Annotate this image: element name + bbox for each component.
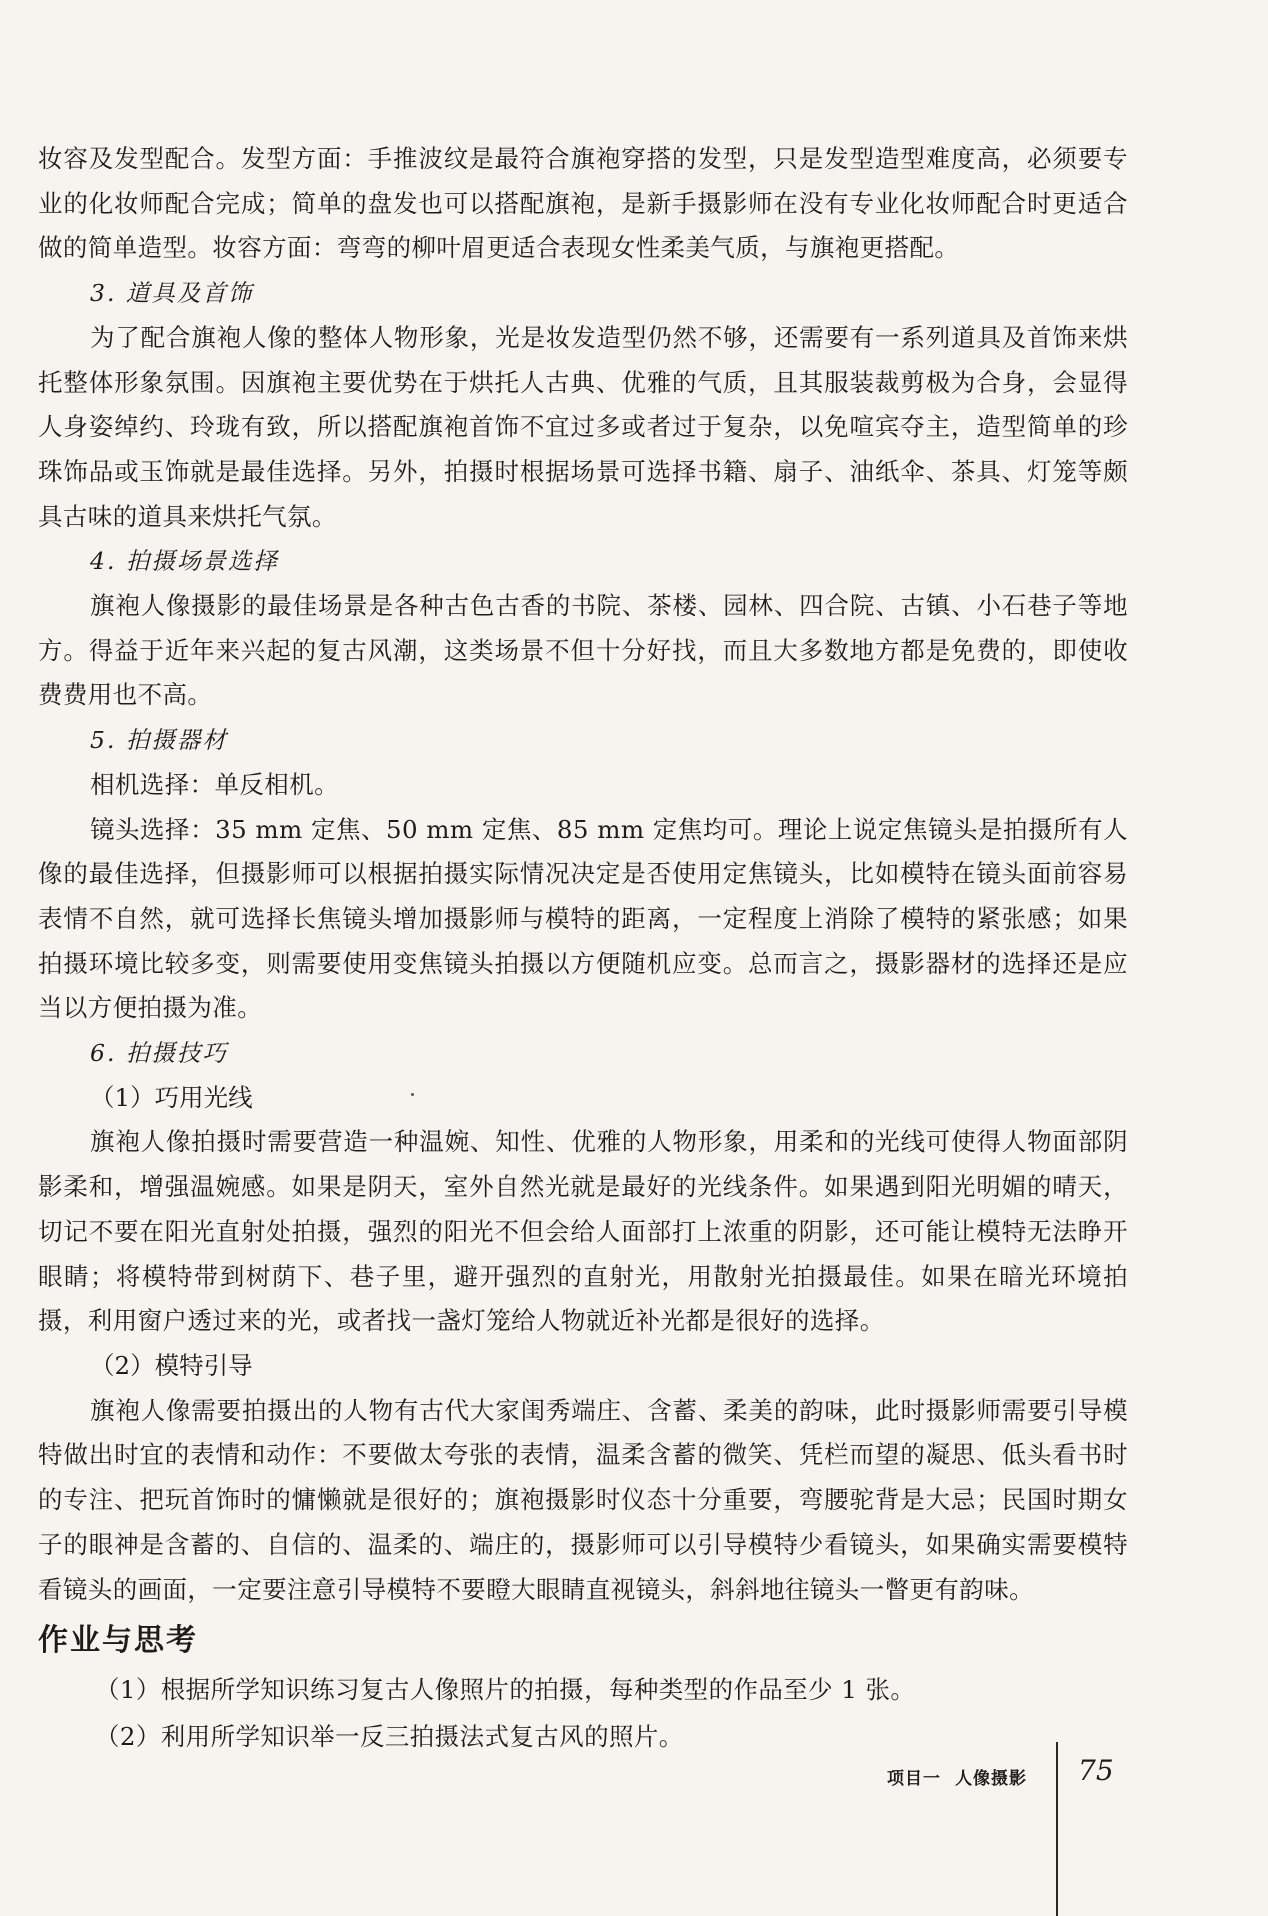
print-speck xyxy=(411,1093,414,1096)
subheading-model-guidance: （2）模特引导 xyxy=(90,1350,253,1380)
page-number: 75 xyxy=(1078,1754,1114,1787)
homework-item: （2）利用所学知识举一反三拍摄法式复古风的照片。 xyxy=(95,1722,684,1751)
paragraph-makeup-hair: 妆容及发型配合。发型方面：手推波纹是最符合旗袍穿搭的发型，只是发型造型难度高，必须要专业的化妆师配合完成；简单的盘发也可以搭配旗袍，是新手摄影师在没有专业化妆师配合时更适合做的简单造型。妆容方面：弯弯的柳叶眉更适合表现女性柔美气质，与旗袍更搭配。 xyxy=(38,144,1128,263)
paragraph-lens: 镜头选择：35 mm 定焦、50 mm 定焦、85 mm 定焦均可。理论上说定焦镜头是拍摄所有人像的最佳选择，但摄影师可以根据拍摄实际情况决定是否使用定焦镜头，比如模特在镜头面前容易表情不自然，就可选择长焦镜头增加摄影师与模特的距离，一定程度上消除了模特的紧张感；如果拍摄环境比较多变，则需要使用变焦镜头拍摄以方便随机应变。总而言之，摄影器材的选择还是应当以方便拍摄为准。 xyxy=(38,814,1128,1023)
homework-item: （1）根据所学知识练习复古人像照片的拍摄，每种类型的作品至少 1 张。 xyxy=(95,1675,916,1704)
footer-project: 项目一 xyxy=(887,1769,941,1789)
body-text xyxy=(38,137,1128,1612)
footer-divider xyxy=(1056,1742,1058,1916)
heading-props-jewelry: 3. 道具及首饰 xyxy=(90,279,254,308)
paragraph-props: 为了配合旗袍人像的整体人物形象，光是妆发造型仍然不够，还需要有一系列道具及首饰来烘托整体形象氛围。因旗袍主要优势在于烘托人古典、优雅的气质，且其服装裁剪极为合身，会显得人身姿绰约、玲珑有致，所以搭配旗袍首饰不宜过多或者过于复杂，以免喧宾夺主，造型简单的珍珠饰品或玉饰就是最佳选择。另外，拍摄时根据场景可选择书籍、扇子、油纸伞、茶具、灯笼等颇具古味的道具来烘托气氛。 xyxy=(38,322,1128,531)
running-footer xyxy=(887,1764,1041,1789)
paragraph-scene: 旗袍人像摄影的最佳场景是各种古色古香的书院、茶楼、园林、四合院、古镇、小石巷子等地方。得益于近年来兴起的复古风潮，这类场景不但十分好找，而且大多数地方都是免费的，即使收费费用也不高。 xyxy=(38,591,1128,710)
subheading-lighting: （1）巧用光线 xyxy=(90,1082,253,1112)
paragraph-model-guidance: 旗袍人像需要拍摄出的人物有古代大家闺秀端庄、含蓄、柔美的韵味，此时摄影师需要引导模特做出时宜的表情和动作：不要做太夸张的表情，温柔含蓄的微笑、凭栏而望的凝思、低头看书时的专注、把玩首饰时的慵懒就是很好的；旗袍摄影时仪态十分重要，弯腰驼背是大忌；民国时期女子的眼神是含蓄的、自信的、温柔的、端庄的，摄影师可以引导模特少看镜头，如果确实需要模特看镜头的画面，一定要注意引导模特不要瞪大眼睛直视镜头，斜斜地往镜头一瞥更有韵味。 xyxy=(38,1395,1128,1604)
paragraph-lighting: 旗袍人像拍摄时需要营造一种温婉、知性、优雅的人物形象，用柔和的光线可使得人物面部阴影柔和，增强温婉感。如果是阴天，室外自然光就是最好的光线条件。如果遇到阳光明媚的晴天，切记不要在阳光直射处拍摄，强烈的阳光不但会给人面部打上浓重的阴影，还可能让模特无法睁开眼睛；将模特带到树荫下、巷子里，避开强烈的直射光，用散射光拍摄最佳。如果在暗光环境拍摄，利用窗户透过来的光，或者找一盏灯笼给人物就近补光都是很好的选择。 xyxy=(38,1127,1128,1336)
paragraph-camera: 相机选择：单反相机。 xyxy=(90,769,339,799)
homework-title: 作业与思考 xyxy=(38,1623,198,1658)
homework-list xyxy=(95,1666,1125,1760)
heading-techniques: 6. 拍摄技巧 xyxy=(90,1039,228,1068)
heading-equipment: 5. 拍摄器材 xyxy=(90,726,228,755)
footer-section: 人像摄影 xyxy=(955,1769,1027,1789)
heading-scene-selection: 4. 拍摄场景选择 xyxy=(90,547,279,576)
